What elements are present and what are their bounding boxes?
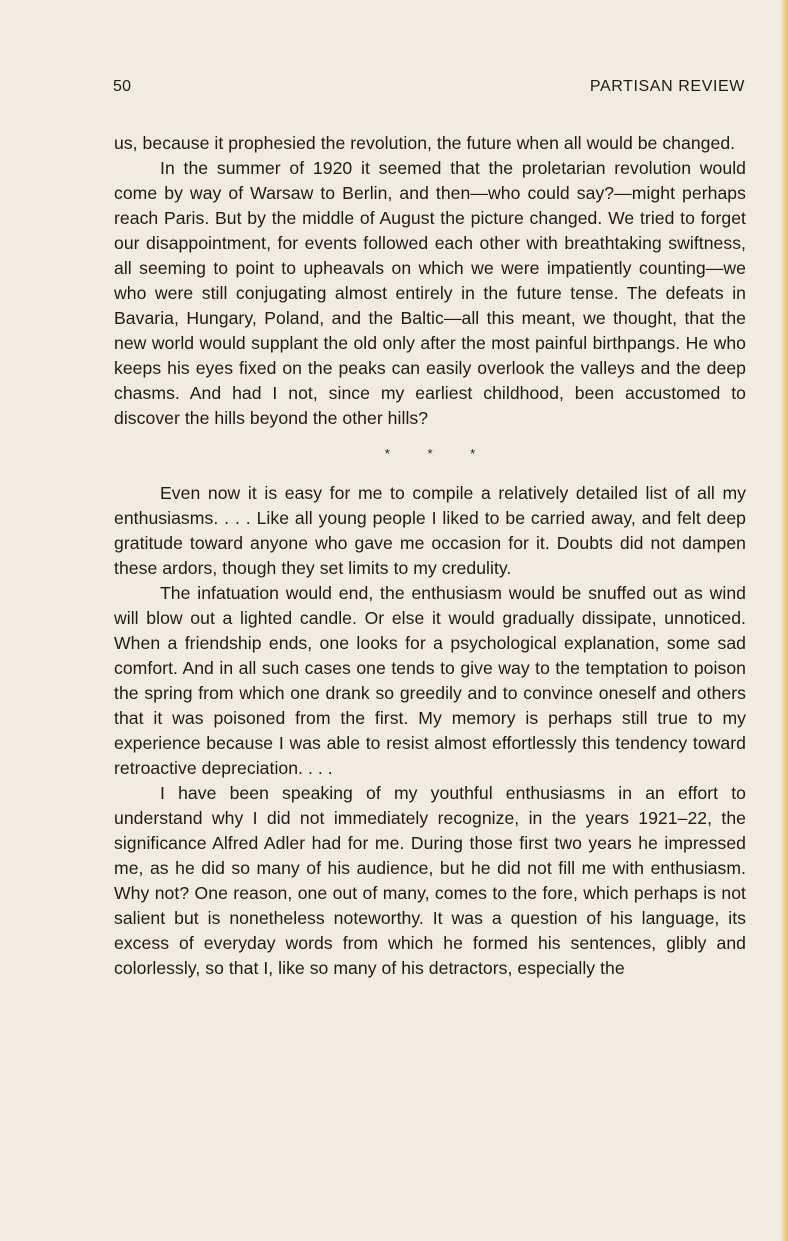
- page-number: 50: [113, 78, 132, 95]
- section-break-asterisks: * * *: [384, 446, 493, 461]
- journal-title: PARTISAN REVIEW: [589, 78, 745, 95]
- section-break: [114, 431, 746, 481]
- running-head: [113, 78, 745, 100]
- page-edge: [781, 0, 788, 1241]
- article-text: [114, 131, 746, 981]
- paragraph: us, because it prophesied the revolution, the future when all would be changed.: [114, 133, 736, 153]
- paragraph: In the summer of 1920 it seemed that the proletarian revolution would come by way of Warsaw to Berlin, and then—who could say?—might perhaps reach Paris. But by the middle of August the picture changed. We tried to forget our disappointment, for events followed each other with breathtaking swiftness, all seeming to point to upheavals on which we were impatiently counting—we who were still conjugating almost entirely in the future tense. The defeats in Bavaria, Hungary, Poland, and the Baltic—all this meant, we thought, that the new world would supplant the old only after the most painful birthpangs. He who keeps his eyes fixed on the peaks can easily overlook the valleys and the deep chasms. And had I not, since my earliest childhood, been accustomed to discover the hills beyond the other hills?: [114, 158, 746, 428]
- paragraph: The infatuation would end, the enthusiasm would be snuffed out as wind will blow out a lighted candle. Or else it would gradually dissipate, unnoticed. When a friendship ends, one looks for a psychological explanation, some sad comfort. And in all such cases one tends to give way to the temptation to poison the spring from which one drank so greedily and to convince oneself and others that it was poisoned from the first. My memory is perhaps still true to my experience because I was able to resist almost effortlessly this tendency toward retroactive depreciation. . . .: [114, 583, 746, 778]
- paragraph: I have been speaking of my youthful enthusiasms in an effort to understand why I did not immediately recognize, in the years 1921–22, the significance Alfred Adler had for me. During those first two years he impressed me, as he did so many of his audience, but he did not fill me with enthusiasm. Why not? One reason, one out of many, comes to the fore, which perhaps is not salient but is nonetheless noteworthy. It was a question of his language, its excess of everyday words from which he formed his sentences, glibly and colorlessly, so that I, like so many of his detractors, especially the: [114, 783, 746, 978]
- paragraph: Even now it is easy for me to compile a relatively detailed list of all my enthusiasms. . . . Like all young people I liked to be carried away, and felt deep gratitude toward anyone who gave me occasion for it. Doubts did not dampen these ardors, though they set limits to my credulity.: [114, 483, 746, 578]
